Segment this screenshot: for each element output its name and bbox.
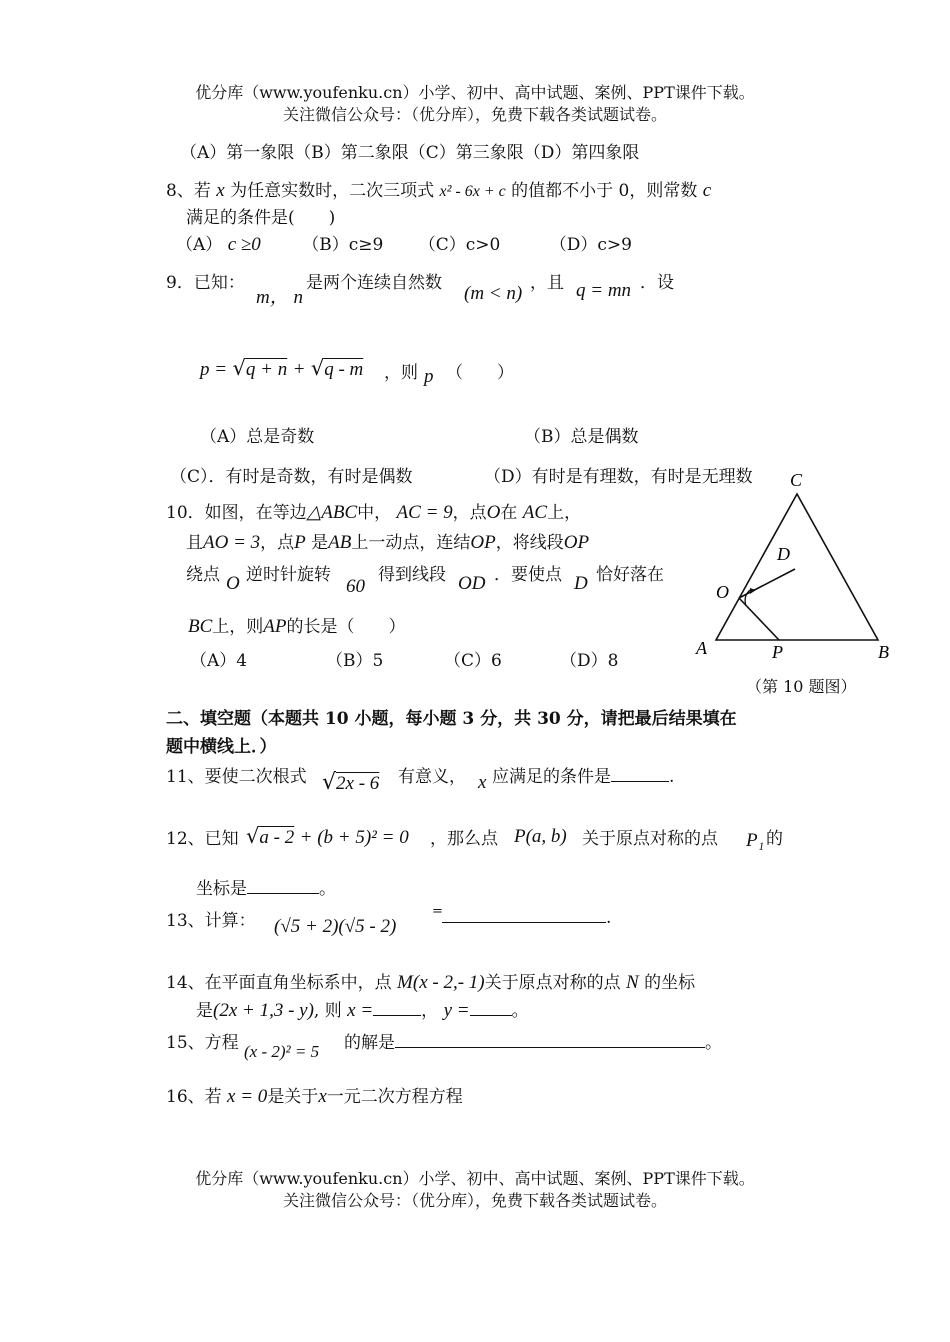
q12-radicand: a - 2: [259, 827, 295, 848]
q10-l2-e: ，将线段: [495, 533, 564, 553]
q14-text-a: 14、在平面直角坐标系中，点: [166, 973, 392, 993]
q10-l2-b: ，点: [260, 533, 295, 553]
q15-end: 。: [705, 1033, 722, 1053]
q10-l1-d: 在: [500, 503, 518, 523]
q9-opt-b: （B）总是偶数: [524, 427, 639, 447]
q14-n-expr: (2x + 1,3 - y): [213, 1000, 314, 1021]
q9-text-a: 9．已知：: [166, 273, 245, 293]
header-line-1: 优分库（www.youfenku.cn）小学、初中、高中试题、案例、PPT课件下载。: [195, 83, 755, 102]
q15-expr: (x - 2)² = 5: [244, 1042, 320, 1061]
q11-radicand: 2x - 6: [336, 773, 380, 794]
q9-p-formula: p = √q + n + √q - m: [200, 356, 364, 380]
q10-l2-d: 上一动点，连结: [351, 533, 471, 553]
q12-text-d: 的: [766, 829, 783, 849]
label-p: P: [772, 642, 783, 662]
q13-answer: [442, 906, 611, 928]
q12-end: 。: [319, 879, 336, 899]
q10-opt-c: （C）6: [444, 651, 502, 671]
q14-line2-a: 是: [196, 1001, 213, 1021]
q9-p-var: p: [424, 366, 434, 387]
q10-p1: P: [294, 532, 306, 553]
q14-x-eq: x =: [347, 1000, 374, 1021]
q9-paren: （ ）: [446, 363, 514, 383]
label-d: D: [777, 544, 790, 564]
q9-opt-a: （A）总是奇数: [200, 427, 315, 447]
q14-comma: ，: [421, 1001, 439, 1021]
triangle-abc: [716, 494, 878, 640]
q16-text-a: 16、若: [166, 1087, 222, 1107]
q12-expr-b: + (b + 5)² = 0: [299, 827, 409, 848]
q13-end: .: [606, 908, 612, 928]
q11-answer-blank[interactable]: [611, 765, 669, 782]
q10-ao: AO = 3: [203, 532, 261, 553]
q10-line-1: [166, 498, 581, 524]
q9-text-b: 是两个连续自然数: [306, 273, 442, 293]
q16-var: x: [318, 1086, 327, 1107]
q12-text-c: 关于原点对称的点: [582, 829, 718, 849]
q16-line: [166, 1082, 463, 1108]
label-a: A: [696, 638, 707, 658]
q16-text-b: 是关于: [267, 1087, 319, 1107]
q14-x-blank[interactable]: [373, 999, 421, 1016]
q8-opt-b: （B）c≥9: [302, 235, 384, 255]
q12-expr: √a - 2 + (b + 5)² = 0: [246, 824, 409, 848]
q9-text-d: ．设: [640, 273, 674, 293]
q11-text-c: [492, 762, 674, 787]
q11-text-a: 11、要使二次根式: [166, 767, 307, 787]
q15-answer: [344, 1028, 722, 1053]
q8-opt-a-val: c ≥0: [227, 234, 261, 255]
q16-text-c: 一元二次方程方程: [326, 1087, 463, 1107]
q7-options: （A）第一象限（B）第二象限（C）第三象限（D）第四象限: [180, 143, 640, 163]
q8-opt-d: （D）c>9: [549, 235, 632, 255]
q8-expr: x² - 6x + c: [439, 183, 506, 200]
q8-text-b: 为任意实数时，二次三项式: [230, 181, 435, 201]
q12-p1: P₁: [746, 830, 765, 851]
q10-ab: AB: [328, 532, 352, 553]
q12-answer-blank[interactable]: [247, 877, 319, 894]
q8-var-c: c: [702, 180, 712, 201]
q10-l2-a: 且: [186, 533, 203, 553]
q10-ap: AP: [263, 616, 287, 637]
q14-y-eq: y =: [443, 1000, 470, 1021]
q10-l2-c: 是: [311, 533, 329, 553]
q10-line-3-c: 得到线段: [378, 565, 446, 585]
footer-line-2: 关注微信公众号：（优分库），免费下载各类试题试卷。: [282, 1191, 667, 1210]
q14-text-c: 的坐标: [644, 973, 696, 993]
q10-opt-b: （B）5: [326, 651, 384, 671]
q10-deg: 60: [346, 576, 365, 597]
q8-line-2: 满足的条件是( ): [186, 208, 336, 228]
q10-l1-e: 上，: [547, 503, 582, 523]
q14-line-2: [196, 996, 529, 1022]
q14-y-blank[interactable]: [470, 999, 512, 1016]
q10-line-3-b: 逆时针旋转: [246, 565, 331, 585]
q9-cond: (m < n): [464, 283, 523, 304]
q8-var-x: x: [216, 180, 225, 201]
q12-point: P(a, b): [514, 826, 567, 847]
q9-sqrt-1: q + n: [245, 359, 288, 380]
q11-radical: √2x - 6: [322, 770, 380, 795]
q10-opt-d: （D）8: [560, 651, 619, 671]
q10-figure: [680, 462, 910, 672]
q10-bc: BC: [188, 616, 213, 637]
q14-end: 。: [511, 1001, 529, 1021]
q13-eq: =: [432, 904, 443, 919]
q10-tri: △ABC: [306, 502, 358, 523]
q14-line2-b: , 则: [313, 1001, 342, 1021]
q10-od: OD: [458, 573, 486, 594]
q8-text-c: 的值都不小于 0，则常数: [511, 181, 698, 201]
q14-text-b: 关于原点对称的点: [484, 973, 621, 993]
q9-vars: m， n: [256, 287, 303, 308]
q8-options: [176, 230, 632, 256]
q9-p-lhs: p =: [200, 359, 228, 380]
q10-fig-caption: （第 10 题图）: [746, 677, 857, 696]
q9-opt-c: （C）．有时是奇数，有时是偶数: [170, 467, 413, 487]
q10-line-3-a: 绕点: [186, 565, 220, 585]
section-2-line-1: 二、填空题（本题共 10 小题，每小题 3 分，共 30 分，请把最后结果填在: [166, 709, 737, 729]
q10-opt-a: （A）4: [190, 651, 248, 671]
q10-line-3-d: ．要使点: [494, 565, 562, 585]
q10-o2: O: [226, 573, 240, 594]
label-b: B: [878, 642, 889, 662]
q10-line-4: [188, 612, 406, 638]
label-c: C: [790, 470, 803, 490]
header-line-2: 关注微信公众号：（优分库），免费下载各类试题试卷。: [282, 105, 667, 124]
q11-var: x: [478, 772, 487, 793]
q10-o1: O: [486, 502, 501, 523]
q12-line-2: [196, 874, 336, 899]
q10-ac2: AC: [522, 502, 548, 523]
q10-ac: AC = 9: [396, 502, 453, 523]
q10-l4-b: 的长是（ ）: [286, 617, 406, 637]
q11-text-b: 有意义，: [398, 767, 466, 787]
q10-l1-b: 中，: [357, 503, 392, 523]
q15-text-a: 15、方程: [166, 1033, 239, 1053]
q8-opt-c: （C）c>0: [418, 235, 501, 255]
q10-line-2: [186, 528, 589, 554]
q9-q-expr: q = mn: [576, 280, 632, 301]
label-o: O: [716, 582, 729, 602]
q13-expr: (√5 + 2)(√5 - 2): [274, 916, 397, 937]
q14-n: N: [626, 972, 639, 993]
q12-text-a: 12、已知: [166, 829, 239, 849]
q13-answer-blank[interactable]: [442, 906, 606, 923]
q9-plus: +: [292, 359, 306, 380]
q15-text-b: 的解是: [344, 1033, 395, 1053]
q8-text-a: 8、若: [166, 181, 211, 201]
q12-text-b: ，那么点: [430, 829, 498, 849]
q9-sqrt-2: q - m: [324, 359, 364, 380]
q10-l1-a: 10．如图，在等边: [166, 503, 307, 523]
q15-answer-blank[interactable]: [395, 1031, 705, 1048]
q8-line-1: [166, 176, 711, 202]
q16-expr: x = 0: [227, 1086, 268, 1107]
q10-op: OP: [470, 532, 496, 553]
q9-opt-d: （D）有时是有理数，有时是无理数: [484, 467, 753, 487]
q10-d1: D: [574, 573, 588, 594]
q8-opt-a: （A）: [176, 235, 223, 255]
q14-line-1: [166, 968, 695, 994]
q11-end: .: [669, 767, 675, 787]
q9-text-c: ，且: [530, 273, 564, 293]
q10-op2: OP: [563, 532, 590, 553]
footer-line-1: 优分库（www.youfenku.cn）小学、初中、高中试题、案例、PPT课件下载。: [195, 1169, 755, 1188]
q10-l1-c: ，点: [452, 503, 487, 523]
q11-text-c-label: 应满足的条件是: [492, 767, 611, 787]
q14-m-expr: M(x - 2,- 1): [397, 972, 485, 993]
section-2-line-2: 题中横线上．）: [166, 737, 277, 757]
q9-text-e: ，则: [384, 363, 418, 383]
q13-text-a: 13、计算：: [166, 911, 256, 931]
q12-line2-label: 坐标是: [196, 879, 247, 899]
q10-line-3-e: 恰好落在: [596, 565, 664, 585]
q10-l4-a: 上，则: [212, 617, 264, 637]
